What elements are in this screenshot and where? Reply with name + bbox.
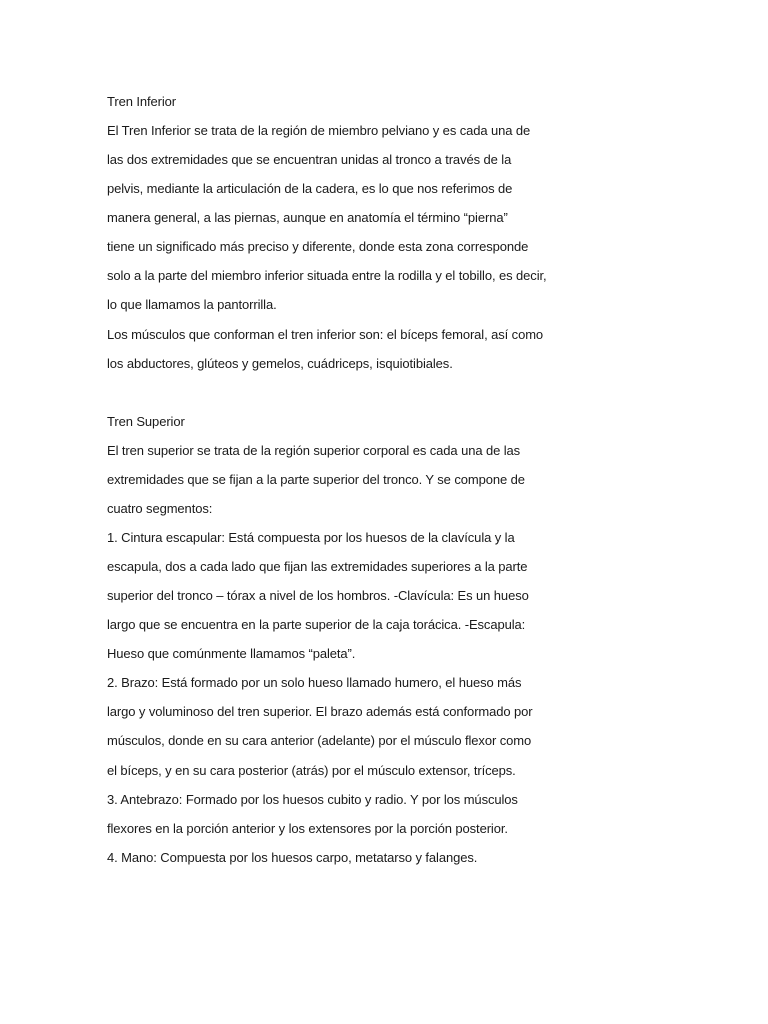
paragraph-line: largo y voluminoso del tren superior. El brazo además está conformado por: [107, 704, 533, 719]
section-heading-tren-inferior: Tren Inferior: [107, 94, 177, 109]
paragraph-line: 3. Antebrazo: Formado por los huesos cubito y radio. Y por los músculos: [107, 792, 518, 807]
paragraph-line: Hueso que comúnmente llamamos “paleta”.: [107, 646, 356, 661]
section-heading-tren-superior: Tren Superior: [107, 414, 185, 429]
paragraph-line: El tren superior se trata de la región superior corporal es cada una de las: [107, 443, 521, 458]
paragraph-line: El Tren Inferior se trata de la región de miembro pelviano y es cada una de: [107, 123, 531, 138]
paragraph-line: extremidades que se fijan a la parte superior del tronco. Y se compone de: [107, 472, 525, 487]
paragraph-line: largo que se encuentra en la parte superior de la caja torácica. -Escapula:: [107, 617, 526, 632]
paragraph-line: pelvis, mediante la articulación de la cadera, es lo que nos referimos de: [107, 181, 513, 196]
paragraph-line: el bíceps, y en su cara posterior (atrás) por el músculo extensor, tríceps.: [107, 763, 516, 778]
paragraph-line: flexores en la porción anterior y los extensores por la porción posterior.: [107, 821, 508, 836]
paragraph-line: solo a la parte del miembro inferior situada entre la rodilla y el tobillo, es decir,: [107, 268, 547, 283]
paragraph-line: 2. Brazo: Está formado por un solo hueso llamado humero, el hueso más: [107, 675, 522, 690]
paragraph-line: superior del tronco – tórax a nivel de los hombros. -Clavícula: Es un hueso: [107, 588, 529, 603]
paragraph-line: 1. Cintura escapular: Está compuesta por los huesos de la clavícula y la: [107, 530, 515, 545]
paragraph-line: 4. Mano: Compuesta por los huesos carpo, metatarso y falanges.: [107, 850, 478, 865]
paragraph-line: cuatro segmentos:: [107, 501, 213, 516]
paragraph-line: lo que llamamos la pantorrilla.: [107, 297, 277, 312]
paragraph-line: los abductores, glúteos y gemelos, cuádriceps, isquiotibiales.: [107, 356, 453, 371]
paragraph-line: las dos extremidades que se encuentran unidas al tronco a través de la: [107, 152, 512, 167]
paragraph-line: escapula, dos a cada lado que fijan las extremidades superiores a la parte: [107, 559, 528, 574]
paragraph-line: Los músculos que conforman el tren inferior son: el bíceps femoral, así como: [107, 327, 544, 342]
paragraph-line: músculos, donde en su cara anterior (adelante) por el músculo flexor como: [107, 733, 532, 748]
paragraph-line: manera general, a las piernas, aunque en anatomía el término “pierna”: [107, 210, 508, 225]
paragraph-line: tiene un significado más preciso y diferente, donde esta zona corresponde: [107, 239, 529, 254]
